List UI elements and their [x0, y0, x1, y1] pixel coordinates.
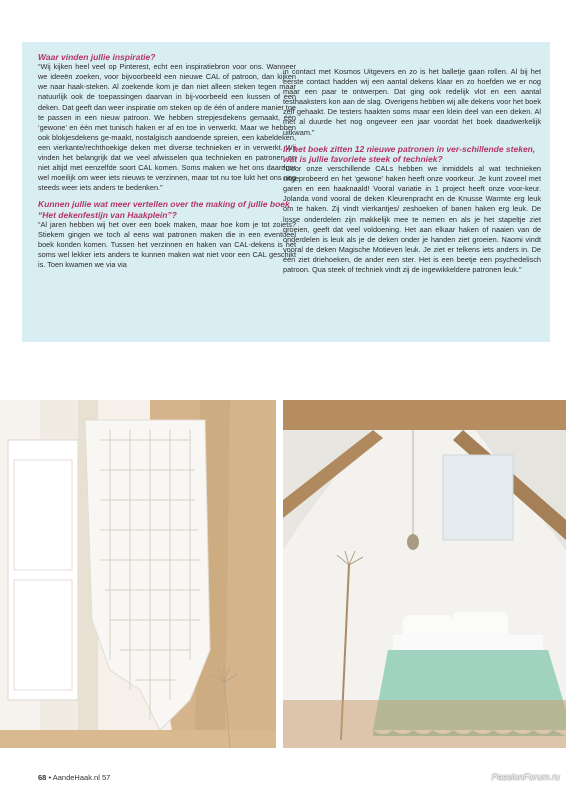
page-footer [38, 773, 110, 782]
footer-bullet: • [48, 773, 52, 782]
right-column [283, 67, 541, 275]
left-column [38, 52, 296, 270]
heading-making-of-book: Kunnen jullie wat meer vertellen over the making of jullie boek “Het dekenfestijn van Haakplein”? [38, 199, 290, 220]
photo-crochet-blanket-on-door [0, 400, 276, 748]
heading-favorite-stitch: In het boek zitten 12 nieuwe patronen in ver-schillende steken, wat is jullie favoriete steek of techniek? [283, 143, 536, 164]
photo-illustration-right [283, 400, 566, 748]
page-number: 68 [38, 773, 47, 782]
paragraph-making-of-book: “Al jaren hebben wij het over een boek maken, maar hoe kom je tot zoiets? Stiekem gingen we toch al eens wat patronen maken die in een eventueel boek konden komen. Tussen het verzinnen en haken van CAL-dekens is het soms wel lekker iets anders te kunnen maken wat niet voor een CAL geschikt is. Toen kwamen we via via [38, 219, 296, 270]
magazine-issue: AandeHaak.nl 57 [52, 773, 111, 782]
paragraph-inspiration: “Wij kijken heel veel op Pinterest, echt een inspiratiebron voor ons. Wanneer we ideeën zoeken, voor bijvoorbeeld een nieuwe CAL of patroon, dan kijken we naar haak-steken. Al zoekende kom je dan niet alleen steken tegen maar natuurlijk ook de toepassingen daarvan in bij-voorbeeld een kussen of een deken. Dat geeft dan weer inspiratie om steken op de één of andere manier toe te passen in een nieuw patroon. We hebben strepjesdekens gemaakt, één ‘gewone’ en één met tunisch haken er af en toe in verwerkt. Maar we hebben ook blokjesdekens ge-maakt, nostalgisch aandoende spreien, een kabeldeken, een vierkante/rechthoekige deken met diverse technieken er in verwerkt. Wij vinden het belangrijk dat we veel afwisselen qua technieken en patronen en niet altijd met eenzelfde soort CAL komen. Soms maken we het ons daardoor wel moeilijk om weer iets nieuws te verzinnen, maar tot nu toe lukt het ons nog steeds weer iets anders te bedenken.” [38, 62, 297, 193]
heading-inspiration: Waar vinden jullie inspiratie? [38, 52, 156, 62]
photo-attic-bedroom [283, 400, 566, 748]
photo-illustration-left [0, 400, 276, 748]
paragraph-continued: in contact met Kosmos Uitgevers en zo is het balletje gaan rollen. Al bij het eerste contact hadden wij een aantal dekens klaar en zo hoefden we er nog maar een paar te ontwerpen. Dat ging ook redelijk vlot en een aantal testhaaksters kon aan de slag. Overigens hebben wij alle dekens voor het boek zelf gehaakt. De testers haakten soms maar een klein deel van een deken. Al met al duurde het nog ongeveer een jaar voordat het boek daadwerkelijk uitkwam.” [283, 67, 542, 137]
watermark: PassionForum.ru [491, 772, 560, 782]
paragraph-favorite-stitch: “Door onze verschillende CALs hebben we inmiddels al wat technieken uitgeprobeerd en het ‘gewone’ haken heeft onze voorkeur. Je kunt zoveel met garen en een haaknaald! Vooral variatie in 1 project heeft onze voor-keur. Jolanda vond vooral de deken Kleurenpracht en de Knusse Warmte erg leuk om te haken. Zij vindt vierkantjes/ zeshoeken of banen haken erg leuk. De losse onderdelen zijn makkelijk mee te nemen en als je het stapeltje ziet groeien, geeft dat veel voldoening. Het aan elkaar haken of naaien van de onderdelen is leuk als je de deken onder je handen ziet groeien. Naomi vindt vooral de deken Magische Motieven leuk. Je ziet er telkens iets anders in. De één ziet driehoeken, de ander een ster. Het is een beetje een psychedelisch patroon. Qua steek of techniek vindt zij de ingewikkeldere patronen leuk.” [283, 164, 541, 274]
